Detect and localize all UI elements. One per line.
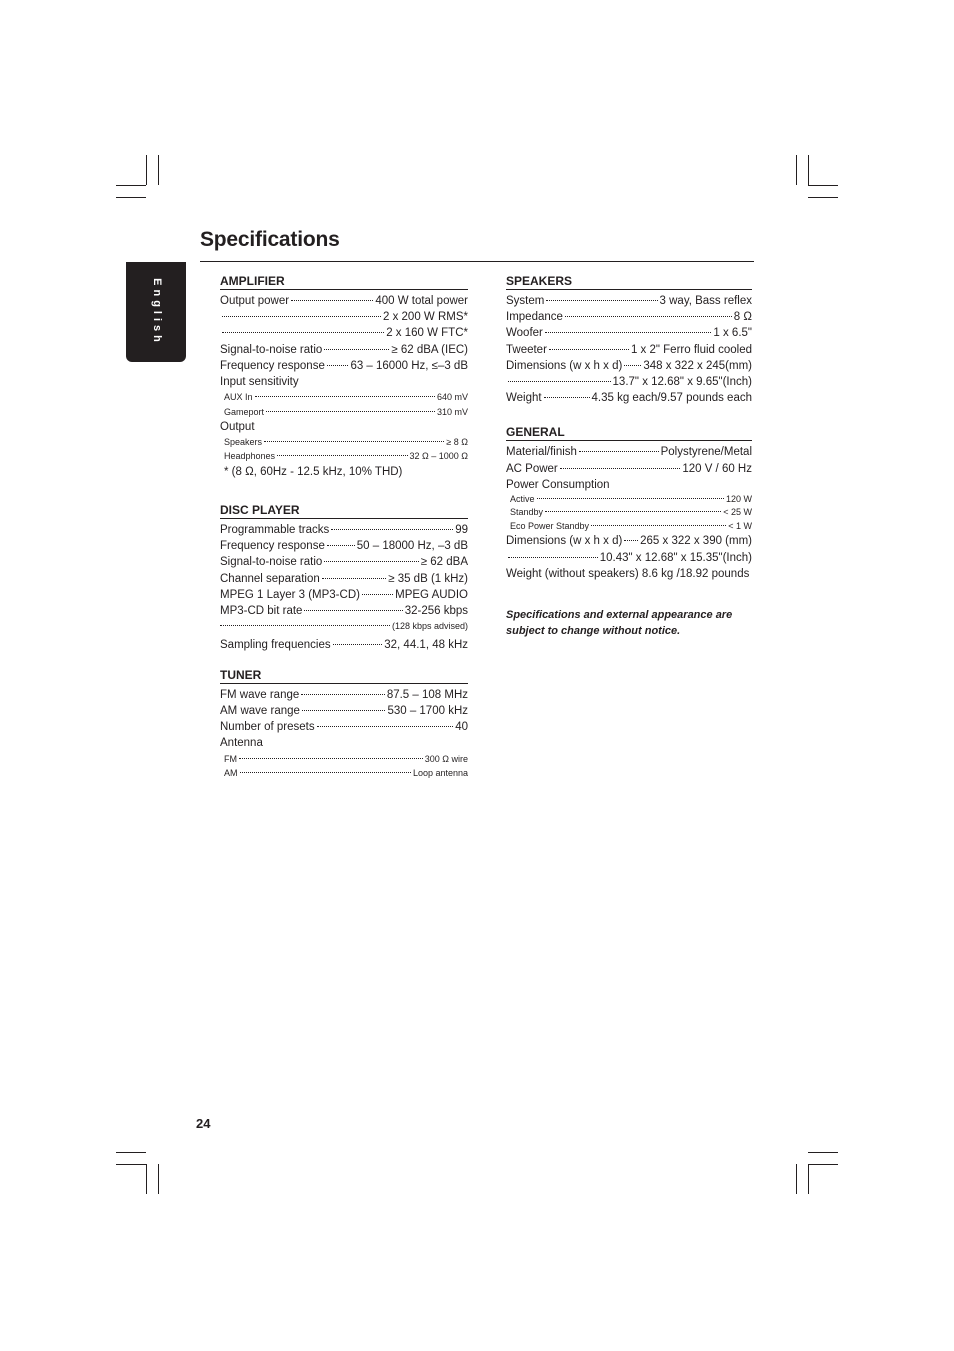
spec-label: Signal-to-noise ratio (220, 556, 323, 569)
spec-row (506, 374, 752, 390)
spec-label: Woofer (506, 327, 543, 340)
spec-value: Polystyrene/Metal (660, 446, 752, 459)
spec-row (220, 405, 468, 419)
spec-label: Output power (220, 295, 290, 307)
spec-row (506, 493, 752, 507)
spec-label: AM (224, 767, 238, 778)
spec-value: 32 Ω – 1000 Ω (409, 451, 468, 462)
spec-label: Standby (510, 507, 544, 518)
spec-row (506, 390, 752, 406)
spec-row (220, 449, 468, 463)
spec-value: 2 x 160 W FTC* (386, 327, 468, 340)
spec-value: 310 mV (436, 406, 468, 417)
spec-row (220, 719, 468, 735)
spec-value: 50 – 18000 Hz, –3 dB (356, 540, 468, 553)
general-heading: GENERAL (506, 424, 752, 441)
language-tab-label: English (151, 278, 163, 346)
crop-mark (796, 1164, 797, 1194)
crop-mark (808, 1152, 838, 1153)
spec-label: Dimensions (w x h x d) (506, 359, 623, 372)
left-column (220, 273, 468, 780)
spec-label: Frequency response (220, 359, 325, 372)
spec-label: Number of presets (220, 721, 315, 734)
spec-row (220, 325, 468, 341)
spec-row (220, 587, 468, 603)
spec-value: 32-256 kbps (404, 605, 468, 617)
spec-label: Speakers (224, 437, 263, 448)
spec-value: 530 – 1700 kHz (387, 704, 468, 717)
crop-mark (808, 1164, 809, 1194)
spec-value: 3 way, Bass reflex (659, 295, 752, 307)
spec-value: 2 x 200 W RMS* (383, 311, 468, 324)
spec-value: 63 – 16000 Hz, ≤–3 dB (350, 359, 468, 372)
spec-label: FM (224, 753, 237, 764)
spec-label: Material/finish (506, 446, 577, 459)
disc-player-heading: DISC PLAYER (220, 502, 468, 519)
spec-row (220, 619, 468, 633)
spec-label: Sampling frequencies (220, 638, 331, 651)
spec-value: 300 Ω wire (424, 753, 468, 764)
antenna-heading: Antenna (220, 737, 263, 750)
output-heading: Output (220, 420, 255, 433)
spec-label: Frequency response (220, 540, 325, 553)
spec-label: Weight (506, 392, 542, 405)
amplifier-footnote: * (8 Ω, 60Hz - 12.5 kHz, 10% THD) (224, 465, 403, 478)
spec-label: Active (510, 493, 535, 504)
spec-value: 4.35 kg each/9.57 pounds each (591, 392, 752, 405)
spec-row (220, 766, 468, 780)
spec-label: Eco Power Standby (510, 520, 590, 531)
crop-mark (116, 1152, 146, 1153)
spec-row (220, 342, 468, 358)
spec-value: 348 x 322 x 245(mm) (643, 359, 752, 372)
spec-label: AUX In (224, 392, 253, 403)
crop-mark (116, 1164, 146, 1165)
crop-mark (808, 197, 838, 198)
spec-label: Gameport (224, 406, 265, 417)
crop-mark (158, 155, 159, 185)
title-divider (200, 261, 754, 262)
spec-row (220, 358, 468, 374)
spec-row (506, 506, 752, 520)
spec-value: (128 kbps advised) (391, 621, 468, 632)
spec-row (506, 293, 752, 309)
spec-row (506, 520, 752, 534)
spec-value: 265 x 322 x 390 (mm) (640, 535, 752, 548)
spec-value: 32, 44.1, 48 kHz (384, 638, 468, 651)
spec-row (506, 325, 752, 341)
spec-value: < 25 W (723, 507, 752, 518)
spec-label: System (506, 295, 545, 307)
spec-value: 13.7" x 12.68" x 9.65"(Inch) (612, 375, 752, 388)
spec-label: MPEG 1 Layer 3 (MP3-CD) (220, 588, 360, 601)
spec-value: < 1 W (728, 520, 752, 531)
crop-mark (146, 155, 147, 185)
spec-label: AM wave range (220, 704, 300, 717)
spec-value: Loop antenna (412, 767, 468, 778)
spec-row (506, 342, 752, 358)
spec-row (220, 293, 468, 309)
spec-row (506, 533, 752, 549)
spec-value: 400 W total power (375, 295, 468, 307)
spec-value: 120 W (725, 493, 752, 504)
spec-value: 99 (455, 524, 468, 537)
spec-value: 120 V / 60 Hz (682, 462, 752, 475)
spec-row (506, 461, 752, 477)
spec-value: ≥ 62 dBA (IEC) (391, 343, 468, 356)
spec-row (220, 752, 468, 766)
spec-row (220, 309, 468, 325)
spec-label: MP3-CD bit rate (220, 605, 303, 617)
spec-row (220, 571, 468, 587)
spec-row (220, 603, 468, 619)
spec-value: 10.43" x 12.68" x 15.35"(Inch) (599, 551, 752, 564)
spec-row (506, 309, 752, 325)
crop-mark (808, 185, 838, 186)
spec-value: 87.5 – 108 MHz (386, 688, 468, 701)
spec-label: AC Power (506, 462, 558, 475)
change-notice: Specifications and external appearance are subject to change without notice. (506, 609, 733, 637)
spec-value: 8 Ω (733, 311, 752, 324)
crop-mark (158, 1164, 159, 1194)
spec-row (220, 703, 468, 719)
spec-label: Impedance (506, 311, 563, 324)
spec-label: Tweeter (506, 343, 547, 356)
spec-label: Channel separation (220, 572, 320, 585)
spec-value: MPEG AUDIO (395, 588, 468, 601)
spec-label: Headphones (224, 451, 276, 462)
crop-mark (808, 155, 809, 185)
spec-value: 40 (455, 721, 468, 734)
spec-label: Programmable tracks (220, 524, 330, 537)
spec-row (220, 522, 468, 538)
power-consumption-heading: Power Consumption (506, 478, 610, 491)
input-sensitivity-heading: Input sensitivity (220, 375, 299, 388)
spec-label: Signal-to-noise ratio (220, 343, 323, 356)
page-number: 24 (196, 1116, 211, 1131)
spec-row (506, 444, 752, 460)
crop-mark (146, 1164, 147, 1194)
page-title: Specifications (200, 228, 340, 251)
spec-row (220, 390, 468, 404)
spec-value: 1 x 6.5" (713, 327, 752, 340)
spec-row (506, 550, 752, 566)
spec-value: 640 mV (436, 392, 468, 403)
spec-row (220, 435, 468, 449)
tuner-heading: TUNER (220, 667, 468, 684)
spec-value: 1 x 2" Ferro fluid cooled (630, 343, 752, 356)
spec-row (220, 538, 468, 554)
spec-value: ≥ 8 Ω (446, 437, 468, 448)
general-weight: Weight (without speakers) 8.6 kg /18.92 pounds (506, 567, 750, 580)
spec-label: Dimensions (w x h x d) (506, 535, 623, 548)
right-column (506, 273, 752, 582)
crop-mark (116, 185, 146, 186)
amplifier-heading: AMPLIFIER (220, 273, 468, 290)
spec-row (220, 554, 468, 570)
crop-mark (116, 197, 146, 198)
spec-row (506, 358, 752, 374)
speakers-heading: SPEAKERS (506, 273, 752, 290)
crop-mark (796, 155, 797, 185)
spec-row (220, 687, 468, 703)
crop-mark (808, 1164, 838, 1165)
spec-value: ≥ 62 dBA (420, 556, 468, 569)
spec-value: ≥ 35 dB (1 kHz) (388, 572, 468, 585)
spec-row (220, 637, 468, 653)
spec-label: FM wave range (220, 688, 300, 701)
